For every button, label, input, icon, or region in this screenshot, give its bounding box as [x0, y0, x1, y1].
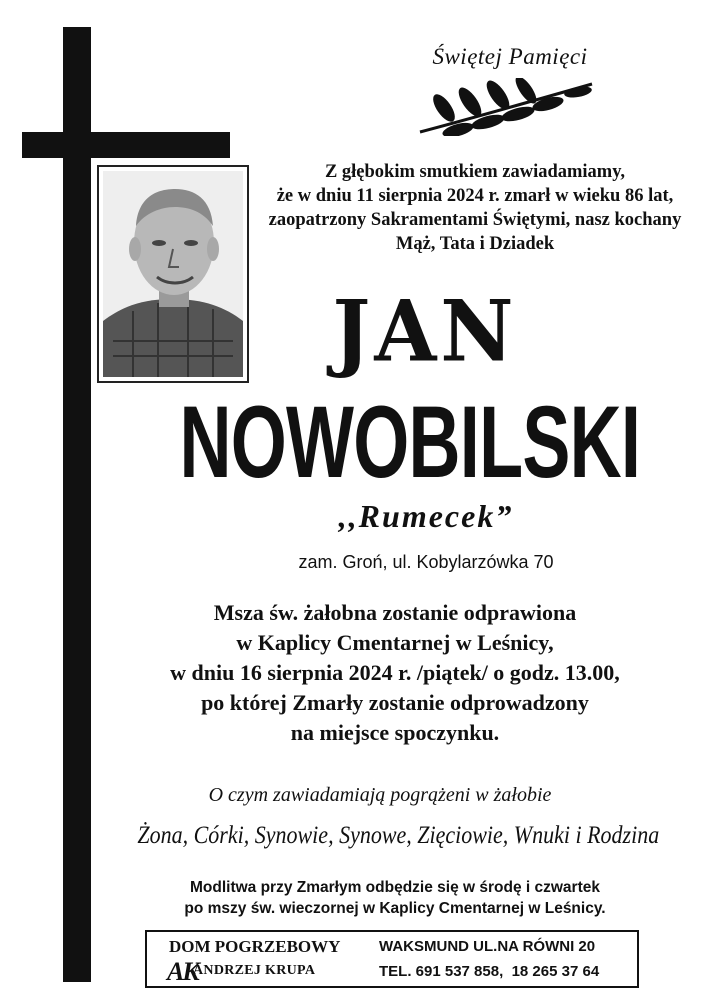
family-list: Żona, Córki, Synowie, Synowe, Zięciowie, Wnuki i Rodzina: [137, 822, 660, 849]
funeral-home-logo: AK: [167, 957, 198, 986]
mass-announcement: [100, 598, 690, 748]
announcers-text: O czym zawiadamiają pogrążeni w żałobie: [208, 784, 552, 806]
funeral-home-phones: TEL. 691 537 858, 18 265 37 64: [379, 963, 600, 980]
intro-line: zaopatrzony Sakramentami Świętymi, nasz kochany: [268, 210, 682, 230]
funeral-home-name: DOM POGRZEBOWY: [169, 937, 341, 956]
intro-line: Mąż, Tata i Dziadek: [395, 234, 555, 254]
mass-line: w dniu 16 sierpnia 2024 r. /piątek/ o godz. 13.00,: [170, 660, 620, 685]
mass-line: na miejsce spoczynku.: [290, 720, 500, 745]
funeral-home-address: WAKSMUND UL.NA RÓWNI 20: [379, 938, 596, 955]
mass-line: Msza św. żałobna zostanie odprawiona: [213, 600, 577, 625]
intro-text: [255, 160, 695, 256]
funeral-home-box: [145, 930, 639, 988]
cross-bar: [22, 132, 230, 158]
prayer-notice: [100, 877, 690, 919]
deceased-first-name: JAN: [332, 281, 518, 381]
laurel-branch-icon: [418, 78, 594, 136]
prayer-line: Modlitwa przy Zmarłym odbędzie się w środę i czwartek: [189, 879, 600, 896]
cross-icon: [63, 27, 91, 982]
intro-line: Z głębokim smutkiem zawiadamiamy,: [324, 162, 626, 182]
mass-line: po której Zmarły zostanie odprowadzony: [201, 690, 589, 715]
intro-line: że w dniu 11 sierpnia 2024 r. zmarł w wieku 86 lat,: [276, 186, 674, 206]
prayer-line: po mszy św. wieczornej w Kaplicy Cmentarnej w Leśnicy.: [184, 900, 606, 917]
mass-line: w Kaplicy Cmentarnej w Leśnicy,: [236, 630, 554, 655]
funeral-home-owner: ANDRZEJ KRUPA: [193, 963, 316, 978]
deceased-nickname: ,,Rumecek”: [338, 498, 514, 534]
memorial-heading: Świętej Pamięci: [432, 44, 588, 69]
deceased-address: zam. Groń, ul. Kobylarzówka 70: [298, 552, 554, 572]
portrait-photo: [97, 165, 249, 383]
deceased-last-name: NOWOBILSKI: [179, 384, 641, 500]
